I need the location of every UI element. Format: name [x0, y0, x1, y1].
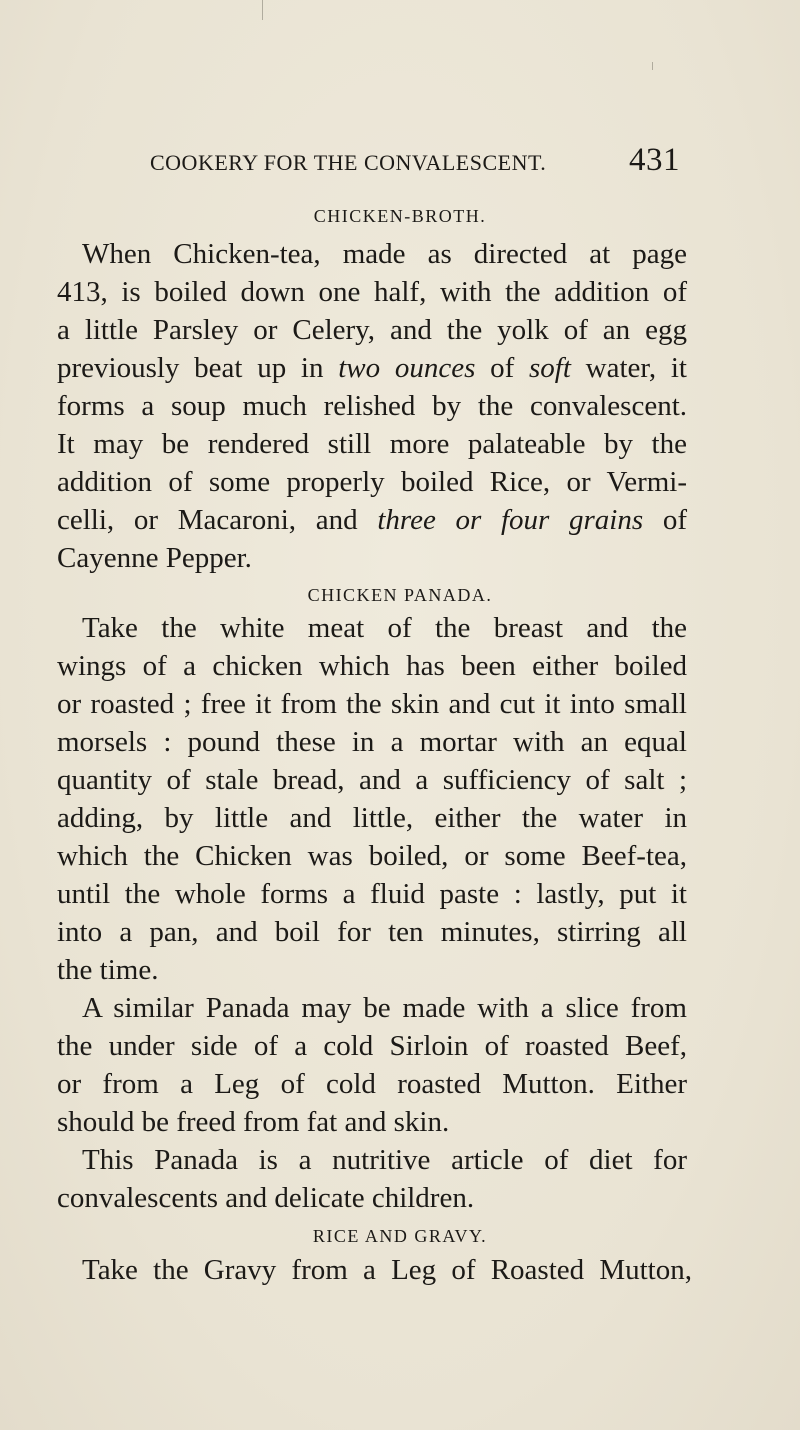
paragraph-line: which the Chicken was boiled, or some Beef-tea,	[57, 840, 687, 872]
paragraph-line: celli, or Macaroni, and three or four grains of	[57, 504, 687, 536]
paragraph-line: previously beat up in two ounces of soft water, it	[57, 352, 687, 384]
paragraph-line: convalescents and delicate children.	[57, 1182, 475, 1214]
page-number: 431	[629, 142, 680, 178]
running-head	[150, 142, 680, 178]
italic-phrase: two ounces	[338, 352, 476, 384]
paragraph-line: addition of some properly boiled Rice, or Vermi-	[57, 466, 687, 498]
section-heading-rice-and-gravy: RICE AND GRAVY.	[312, 1226, 488, 1246]
paragraph-line: 413, is boiled down one half, with the addition of	[57, 276, 687, 308]
section-heading-chicken-broth: CHICKEN-BROTH.	[313, 206, 487, 226]
paragraph-line: It may be rendered still more palateable by the	[57, 428, 687, 460]
paragraph-line: the time.	[57, 954, 159, 986]
paper-blemish	[652, 62, 653, 70]
paragraph-line: or roasted ; free it from the skin and cut it into small	[57, 688, 687, 720]
running-head-title: COOKERY FOR THE CONVALESCENT.	[150, 150, 547, 175]
paragraph-line: wings of a chicken which has been either boiled	[57, 650, 687, 682]
paragraph-line: until the whole forms a fluid paste : lastly, put it	[57, 878, 687, 910]
section-heading-chicken-panada: CHICKEN PANADA.	[307, 585, 493, 605]
paragraph-line: a little Parsley or Celery, and the yolk of an egg	[57, 314, 687, 346]
paragraph-line: should be freed from fat and skin.	[57, 1106, 450, 1138]
paragraph-line: adding, by little and little, either the water in	[57, 802, 687, 834]
paragraph-line: morsels : pound these in a mortar with an equal	[57, 726, 687, 758]
paragraph-line: forms a soup much relished by the convalescent.	[57, 390, 687, 422]
paragraph-line: quantity of stale bread, and a sufficiency of salt ;	[57, 764, 687, 796]
paragraph-line: Take the white meat of the breast and the	[82, 612, 687, 644]
paragraph-line: the under side of a cold Sirloin of roasted Beef,	[57, 1030, 687, 1062]
paragraph-line: Cayenne Pepper.	[57, 542, 252, 574]
paragraph-line: Take the Gravy from a Leg of Roasted Mutton,	[82, 1254, 692, 1286]
italic-phrase: three or four grains	[377, 504, 644, 536]
paragraph-line: When Chicken-tea, made as directed at page	[82, 238, 687, 270]
paper-blemish	[262, 0, 263, 20]
paragraph-line: This Panada is a nutritive article of diet for	[82, 1144, 687, 1176]
paragraph-line: into a pan, and boil for ten minutes, stirring all	[57, 916, 687, 948]
paragraph-line: A similar Panada may be made with a slice from	[82, 992, 687, 1024]
italic-phrase: soft	[529, 352, 571, 384]
paragraph-line: or from a Leg of cold roasted Mutton. Either	[57, 1068, 687, 1100]
